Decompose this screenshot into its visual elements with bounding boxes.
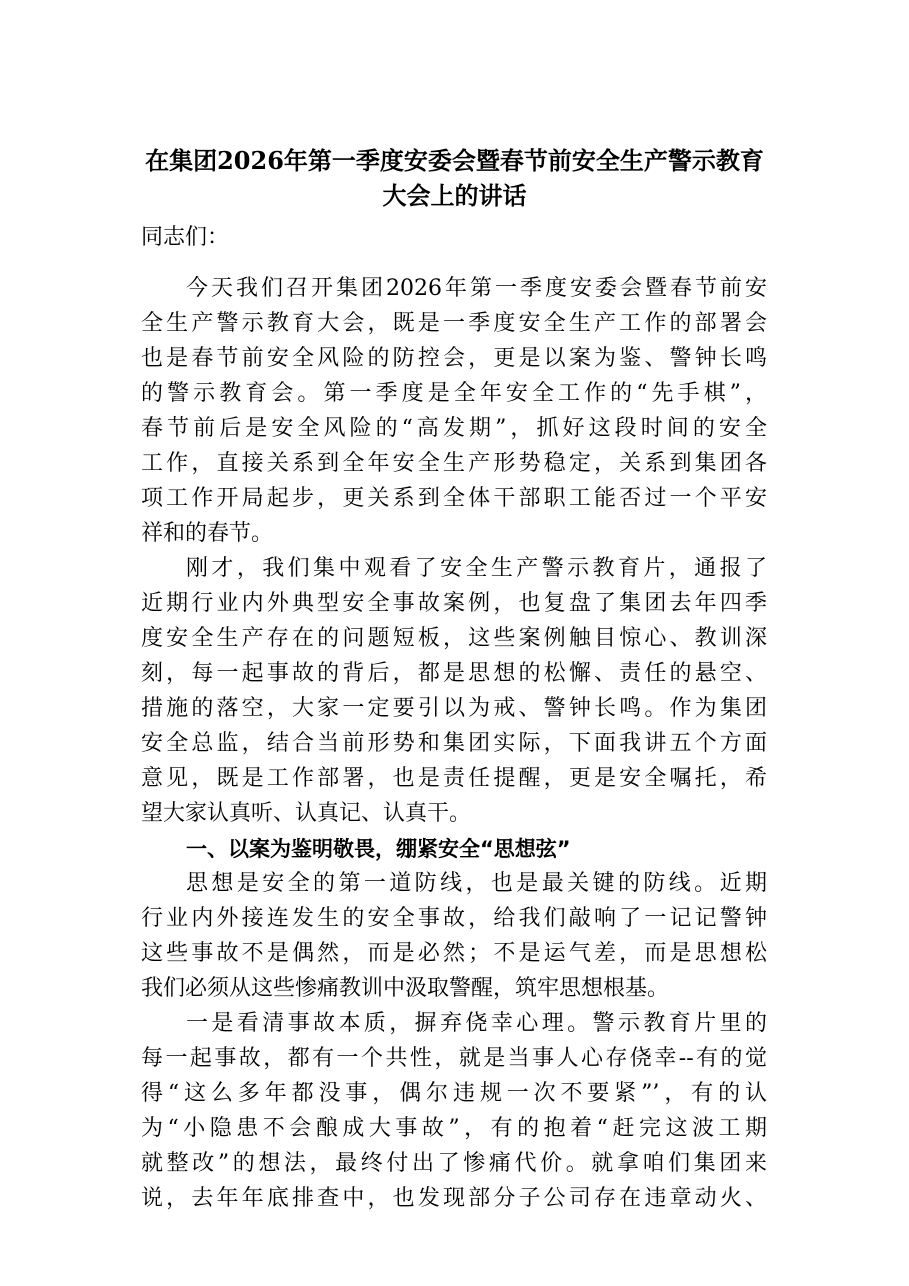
paragraph-line: 这些事故不是偶然，而是必然；不是运气差，而是思想松 xyxy=(141,941,767,966)
paragraph-line: 措施的落空，大家一定要引以为戒、警钟长鸣。作为集团 xyxy=(141,696,767,721)
paragraph-line: 意见，既是工作部署，也是责任提醒，更是安全嘱托，希 xyxy=(141,766,767,791)
paragraph-line: 刚才，我们集中观看了安全生产警示教育片，通报了 xyxy=(186,556,767,581)
document-title-line-2: 大会上的讲话 xyxy=(382,181,527,210)
document-title-line-1: 在集团2026年第一季度安委会暨春节前安全生产警示教育 xyxy=(145,146,764,175)
paragraph-line: 今天我们召开集团2026年第一季度安委会暨春节前安 xyxy=(186,276,767,301)
section-heading: 一、以案为鉴明敬畏，绷紧安全“思想弦” xyxy=(186,837,571,861)
paragraph-line: 春节前后是安全风险的“高发期”，抓好这段时间的安全 xyxy=(141,416,767,441)
paragraph-line: 思想是安全的第一道防线，也是最关键的防线。近期 xyxy=(186,871,767,896)
paragraph-line: 也是春节前安全风险的防控会，更是以案为鉴、警钟长鸣 xyxy=(141,346,767,371)
paragraph-line: 行业内外接连发生的安全事故，给我们敲响了一记记警钟 xyxy=(141,906,767,931)
paragraph-line: 我们必须从这些惨痛教训中汲取警醒，筑牢思想根基。 xyxy=(141,976,670,1001)
paragraph-line: 项工作开局起步，更关系到全体干部职工能否过一个平安 xyxy=(141,486,767,511)
paragraph-line: 就整改”的想法，最终付出了惨痛代价。就拿咱们集团来 xyxy=(141,1151,767,1176)
paragraph-line: 刻，每一起事故的背后，都是思想的松懈、责任的悬空、 xyxy=(141,661,767,686)
paragraph-line: 近期行业内外典型安全事故案例，也复盘了集团去年四季 xyxy=(141,591,767,616)
paragraph-line: 说，去年年底排查中，也发现部分子公司存在违章动火、 xyxy=(141,1186,767,1211)
paragraph-line: 的警示教育会。第一季度是全年安全工作的“先手棋”， xyxy=(141,381,767,406)
paragraph-line: 为“小隐患不会酿成大事故”，有的抱着“赶完这波工期 xyxy=(141,1116,767,1141)
paragraph-line: 望大家认真听、认真记、认真干。 xyxy=(141,801,472,826)
paragraph-line: 一是看清事故本质，摒弃侥幸心理。警示教育片里的 xyxy=(186,1011,767,1036)
paragraph-line: 安全总监，结合当前形势和集团实际，下面我讲五个方面 xyxy=(141,731,767,756)
paragraph-line: 每一起事故，都有一个共性，就是当事人心存侥幸--有的觉 xyxy=(141,1046,767,1071)
paragraph-line: 祥和的春节。 xyxy=(141,521,274,546)
salutation: 同志们： xyxy=(141,225,230,250)
paragraph-line: 工作，直接关系到全年安全生产形势稳定，关系到集团各 xyxy=(141,451,767,476)
paragraph-line: 得“这么多年都没事，偶尔违规一次不要紧”’，有的认 xyxy=(141,1081,767,1106)
paragraph-line: 度安全生产存在的问题短板，这些案例触目惊心、教训深 xyxy=(141,626,767,651)
paragraph-line: 全生产警示教育大会，既是一季度安全生产工作的部署会 xyxy=(141,311,767,336)
